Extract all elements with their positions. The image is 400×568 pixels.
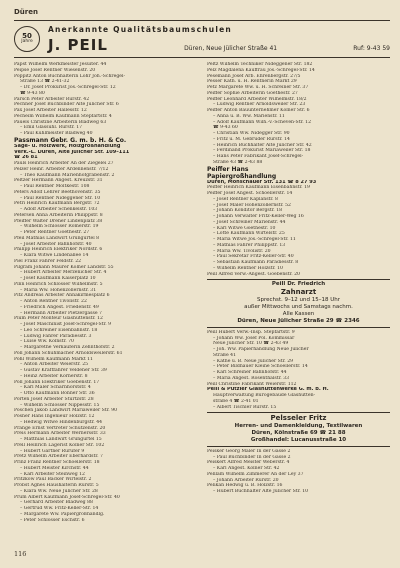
seal-number: 50 — [22, 32, 32, 41]
directory-entry: Piel Franz Fahrer Feldstr. 22 — [14, 258, 82, 264]
directory-entry: – Leo Schreiner Eisenbahnstr. 18 — [20, 327, 98, 333]
directory-entry: Papst Wilhelm Werkmeister Jesuiter. 44 — [14, 62, 107, 67]
directory-entry: – Wilhelm Rentner Holzstr. 10 — [213, 265, 283, 271]
directory-entry: Peill Christine Fabrikant Weierstr. 112 — [207, 381, 297, 387]
directory-entry: – Käthe u. B. Neue Jülicher Str. 29 — [213, 358, 294, 364]
directory-entry: – Peter Rentner Goethestr. 27 — [20, 230, 90, 235]
box-line: Zahnarzt — [280, 288, 317, 297]
directory-entry: Parsch Peter Arbeiter Rurstr. 42 — [14, 96, 90, 102]
directory-entry: – Hans Peter Fabrikant Josef-Schregel- — [213, 154, 304, 159]
directory-entry: Pfeil Mathias Landwirt Grüngürtel 8 — [14, 235, 100, 241]
directory-entry: Pöll Johann Schuhmacher Arnoldsweilerstr. 61 — [14, 350, 123, 356]
directory-entry: Straße 41 — [213, 352, 237, 358]
directory-entry: – Hubert Arbeiter Merzenicher Str. 4 — [20, 270, 107, 276]
directory-entry: – Wilhelm Schlosser Nippesstr. 15 — [20, 402, 100, 408]
directory-entry: Pax Josef Arbeiter Hallesstr. 12 — [14, 108, 87, 113]
directory-entry: Poppitz Anton Buchhalterin Lohr Joh.-Schregel- — [14, 73, 126, 79]
directory-entry: – Adolf Kaufmann Wilh.-v.-Scheven-Str. 12 — [213, 119, 311, 125]
directory-entry: – Johann Ww. Josef Pol. Kommissar — [213, 335, 295, 341]
left-column — [14, 62, 197, 523]
directory-entry: Pelllam Wilhelm Zimmerer An der Ley 37 — [207, 471, 304, 477]
directory-entry: ☎ 9-43 80 — [20, 90, 45, 96]
directory-entry: – Karl Arbeiter Steinweg 12 — [20, 471, 85, 477]
advertiser-address: Düren, Neue Jülicher Straße 41 — [184, 44, 278, 52]
directory-entry: – Johann Konditor Bergstr. 18 — [213, 208, 283, 214]
directory-entry: Straße 43 ☎ 2-43 88 — [213, 159, 263, 165]
box-line: Peill Dr. Friedrich — [271, 281, 326, 288]
directory-entry: Posner Hans Ingenieur Holzstr. 12 — [14, 414, 95, 419]
directory-entry: Pohl Wilhelm Kaufmann Markt 11 — [14, 356, 93, 362]
directory-entry: Petri Heinrich Kaufmann Bergstr. 72 — [14, 201, 100, 207]
directory-entry: Plum Peter Monteur Glashüttenstr. 12 — [14, 316, 103, 322]
directory-entry: – Lotte Kaufmann Wirtelstr. 25 — [213, 231, 285, 237]
directory-entry: Poschen Jakob Landwirt Mariaweiler Str. 90 — [14, 408, 118, 414]
directory-entry: – Theo Kaufmann Marienhofgrabenstr. 2 — [20, 172, 115, 178]
directory-entry: Pauels Christine Arbeiterin Bladweg 63 — [14, 119, 107, 125]
directory-entry: – Paul Rentner Nideggener Str. 10 — [20, 195, 101, 201]
box-line: Alle Kassen — [282, 310, 315, 317]
directory-entry: Peltzer Hermann Angest. Kreuzstr. 31 — [14, 178, 103, 184]
directory-entry: Straße 13 ☎ 2-41-32 — [20, 79, 70, 85]
directory-entry: Peiffer Anton Bauunternehmer Kölner Str. 6 — [207, 108, 310, 113]
directory-entry: – Josef Rentner Kaplanstr. 8 — [213, 196, 278, 202]
directory-entry: – Fritz u. M. Gebrüder Rurstr. 14 — [213, 136, 290, 142]
advertiser-phone: Ruf: 9-43 59 — [353, 44, 390, 52]
directory-entry: Pechner Josef Buchbinder Alte Jülicher Str. 6 — [14, 102, 119, 108]
directory-entry: – Klara Ww. Neue Jülicher Str. 28 — [20, 488, 98, 494]
directory-entry: – Hubert Buchhalter Alte Jülicher Str. 10 — [213, 489, 309, 494]
directory-entry: Pelz Magdalena Kauffrau Jos.-Schregel-Str. 14 — [207, 67, 315, 73]
directory-entry: – Gustav Kraftfahrer Veldener Str. 39 — [20, 368, 107, 373]
directory-entry: – Hedwig Witwe Hindenburgstr. 44 — [20, 419, 103, 425]
directory-entry: Prange Ernst Vertreter Schützenstr. 20 — [14, 425, 106, 431]
directory-entry: – Klara Witwe Lindenallee 14 — [20, 253, 89, 258]
directory-entry: Peters Adolf Lehrer Beethovenstr. 35 — [14, 189, 101, 195]
box-line: Großhandel: Lucanusstraße 10 — [250, 436, 347, 443]
page-number: 116 — [14, 550, 27, 558]
advertiser-name: J. PEIL — [48, 35, 108, 54]
directory-entry: – Josef Schreiner Marienstr. 44 — [213, 219, 286, 225]
directory-entry: – Heinz Arbeiter Körnerstr. 8 — [20, 373, 88, 379]
directory-entry: Pilgram Johann Maurer Kölner Landstr. 55 — [14, 264, 114, 270]
directory-entry: Düren, Monschauer Str. 131 ☎ 8 27 93 — [207, 179, 317, 185]
directory-entry: Pritzkow Paul Bäcker Wirtelstr. 2 — [14, 477, 92, 483]
directory-entry: straße 4 ☎ 2-41 01 — [213, 398, 259, 404]
directory-entry: Pelzer Heinr. Arbeiter Ardennenstr. 7/12 — [14, 166, 109, 172]
directory-entry: – Otto Kaufmann Bonner Str. 36 — [20, 391, 95, 396]
advertisement-line — [48, 36, 390, 54]
directory-entry: – Emil Glassuhl. Rurstr. 17 — [20, 125, 83, 131]
directory-entry: Prinz Franz Rentner Schoellerstr. 18 — [14, 460, 100, 465]
directory-entry: – Maria Witwe Jos.-Schregel-Str. 11 — [213, 237, 296, 242]
directory-entry: – Hubert Meister Kirchstr. 44 — [20, 465, 89, 471]
directory-entry: – Matthias Landwirt Grüngürtel 15 — [20, 437, 102, 442]
directory-entry: Pelikan Hedwig u. B. Holzstr. 16 — [207, 483, 283, 489]
directory-entry: Philipp Heinrich Elektriker Nordstr. 6 — [14, 247, 103, 253]
directory-entry: Pitz Andreas Arbeiter Annakirmesplatz 6 — [14, 293, 110, 299]
directory-entry: Peiffer Sophie Arbeiterin Goethestr. 27 — [207, 90, 298, 96]
directory-entry: – Maria Ww. Tivolistr. 20 — [213, 248, 271, 254]
directory-entry: Peiffer Hans — [207, 165, 249, 173]
directory-entry: – Karl Witwe Goethestr. 10 — [213, 225, 276, 231]
advertisement-body — [48, 25, 390, 54]
directory-entry: Neue Jülicher Str. 10 ☎ 2-43 49 — [213, 341, 289, 347]
directory-entry: – Hubert Gärtner Rurufer 9 — [20, 448, 85, 454]
directory-entry: Peiffer Leonhard Arbeiter Wilhelmstr. 18/2 — [207, 96, 307, 102]
directory-entry: – Ludwig Fahrer Paradiesstr. 3 — [20, 333, 92, 339]
directory-entry: Prell Heinrich Lagerist Kölner Str. 102 — [14, 442, 105, 448]
directory-entry: – Ludwig Rentner Arnoldsweiler Str. 23 — [213, 102, 306, 108]
directory-entry: Pecheim Wilhelm Kaufmann Stepfartstr. 4 — [14, 113, 112, 119]
directory-entry: Peiskert Alfred Meister Weberstr. 4 — [207, 460, 290, 466]
directory-entry: – Margarete Ww. Papiergroßhandlg. — [20, 511, 105, 517]
directory-entry: – Peter Bildhauer Kleine Schoellerstr. 14 — [213, 364, 308, 370]
directory-entry: – Christian Ww. Nidegger Str. 90 — [213, 131, 290, 136]
directory-entry: – Josef Maler Hohenzollernstr. 52 — [213, 202, 291, 208]
directory-entry: – Johann Arbeiter Rurstr. 20 — [213, 477, 279, 483]
directory-entry: Petz Margarete Ww. u. H. Schreiner Str. 37 — [207, 85, 309, 90]
directory-entry: Porten Josef Arbeiter Stürtzstr. 28 — [14, 396, 94, 402]
directory-entry: Hauptverwaltung Bürogebäude Glashütten- — [213, 393, 316, 398]
box-line: Düren, Kölnstraße 69 ☎ 21 88 — [251, 429, 346, 436]
anniversary-seal-icon — [14, 26, 40, 52]
directory-entry: – Johann Verwalter Fritz-Keller-Weg 16 — [213, 214, 304, 219]
directory-entry: Peltz Wilhelm Techniker Nideggener Str. 182 — [207, 62, 313, 67]
directory-entry: – Ferdinand Prokurist Mariaweiler Str. 18 — [213, 148, 311, 154]
right-column — [207, 62, 390, 523]
directory-entry: Pretz Wilhelm Arbeiter Eberhardstr. 7 — [14, 454, 103, 460]
directory-entry: – Anton Rentner Tivolistr. 22 — [20, 299, 87, 304]
directory-entry: – Albert Tischler Rurstr. 15 — [213, 404, 277, 410]
directory-entry: – Paul Rentner Moltkestr. 108 — [20, 184, 90, 189]
directory-entry: – Paul Sekretär Fritz-Keller-Str. 40 — [213, 254, 294, 260]
directory-entry: Peill Alfred Verw.-Angest. Goebenstr. 20 — [207, 271, 300, 277]
directory-entry: Pfeiffer Walter Dreher Lindenplatz 38 — [14, 218, 103, 224]
directory-entry: Prüm Albert Kaufmann Josef-Schregel-Str. 40 — [14, 494, 120, 500]
directory-entry: – Maria Angest. Rosenthalstr. 33 — [213, 375, 290, 381]
directory-entry: Peill Hubert Verw.-Insp. Stepfartstr. 9 — [207, 329, 295, 335]
nursery-advertisement — [14, 20, 390, 58]
directory-entry: Passmann Gebr. G. m. b. H. & Co. — [14, 136, 127, 144]
directory-entry: – Sebastian Kaufmann Paradiesstr. 8 — [213, 260, 299, 265]
directory-entry: Poll Johann Elektriker Goebenstr. 17 — [14, 379, 100, 385]
box-line: Sprechst. 9–12 und 15–18 Uhr — [256, 296, 340, 303]
directory-entry: – Josef Maschinist Josef-Schregel-Str. 9 — [20, 322, 112, 327]
directory-entry: – Adolf Arbeiter Schenkelstr. 103 — [20, 207, 98, 212]
advertisement-tagline: Anerkannte Qualitätsbaumschulen — [48, 24, 232, 34]
directory-entry: Peiffer Josef Angest. Schoellerstr. 14 — [207, 191, 293, 196]
directory-entry: – Anton Arbeiter Weierstr. 25 — [20, 362, 89, 368]
directory-entry: Peisker Georg Maler In der Gasse 2 — [207, 448, 291, 454]
directory-entry: – Anna u. B. Ww. Marienstr. 11 — [213, 113, 285, 119]
box-line: außer Mittwochs und Samstags nachm. — [244, 303, 353, 310]
directory-entry: Peipse Josef Rentner Wiesenstr. 20 — [14, 67, 96, 73]
directory-entry: – Joh. Ww. Papierhandlung Neue Jülicher — [213, 347, 309, 352]
directory-entry: Papiergroßhandlung — [207, 172, 277, 180]
directory-entry: – Margarethe Verkäuferin Zehnthofstr. 2 — [20, 345, 115, 350]
directory-entry: Pesser Kath. u. H. Rentnerin Markt 29 — [207, 79, 297, 85]
box-line: Düren, Neue Jülicher Straße 29 ☎ 2346 — [237, 317, 360, 324]
box-line: Herren- und Damenkleidung, Textilwaren — [234, 422, 363, 429]
directory-entry: ☎ 9-43 60 — [213, 125, 238, 131]
clothing-advertisement — [207, 412, 390, 447]
directory-entry: – Gertrud Ww. Fritz-Keller-Str. 14 — [20, 506, 99, 511]
directory-entry: Petersen Anna Arbeiterin Philippstr. 8 — [14, 212, 103, 218]
dentist-advertisement — [207, 279, 390, 328]
directory-entry: Säge- u. Holzwerk, Holzgroßhandlung — [14, 143, 121, 149]
directory-entry: Peiffer Heinrich Kaufmann Eisenbahnstr. 19 — [207, 185, 310, 191]
directory-entry: – Peter Schlosser Eschstr. 6 — [20, 517, 85, 523]
directory-entry: – Karl Angest. Kölner Str. 42 — [213, 466, 280, 471]
directory-entry: Probst Agnes Haushälterin Rurstr. 5 — [14, 483, 99, 488]
directory-entry: – Heinrich Buchhalter Alte Jülicher Str. 42 — [213, 142, 312, 148]
directory-entry: Preis Hermann Arbeiter Wernersstr. 33 — [14, 431, 106, 437]
directory-entry: – Josef Kaufmann Kaiserplatz 10 — [20, 276, 96, 281]
directory-entry: – Josef Arbeiter Bahnhofstr. 40 — [20, 241, 92, 247]
directory-entry: – Friedrich Angest. Friedenstr. 49 — [20, 304, 99, 310]
directory-entry: ☎ 26 81 — [14, 155, 38, 161]
directory-entry: Pinn Heinrich Schlosser Wilhelmstr. 5 — [14, 281, 103, 287]
directory-entry: Pauls Heinrich Arbeiter An der Ziegelei 27 — [14, 161, 114, 166]
directory-columns — [14, 62, 390, 523]
directory-entry: – Dr. Josef Prokurist Jos.-Schregel-Str. 12 — [20, 85, 116, 90]
directory-entry: – Wilhelm Schlosser Römerstr. 19 — [20, 224, 99, 230]
seal-unit: Jahre — [21, 39, 33, 45]
directory-entry: – Maria Ww. Hohenzollernstr. 31 — [20, 287, 97, 293]
directory-entry: Verk.-L. Düren, Alte Jülicher Str. 109–111 — [14, 149, 130, 155]
directory-entry: Pesemann Josef Arb. Ehrenbergstr. 27/5 — [207, 73, 301, 79]
box-line: Pelsseler Fritz — [270, 414, 327, 423]
directory-entry: – Paul Kühlmeister Bladweg 40 — [20, 131, 93, 136]
directory-entry: – Hermann Arbeiter Pletzergasse 7 — [20, 310, 102, 316]
directory-entry: – Luise Ww. Kölnstr. 70 — [20, 339, 74, 345]
directory-entry: – Gerhard Arbeiter Bladweg 88 — [20, 500, 93, 506]
directory-entry: Peill & Putzler Glashüttenwerke G. m. b. H. — [207, 387, 329, 393]
directory-entry: – Mathias Fahrer Philippstr. 13 — [213, 242, 286, 248]
directory-entry: – Paul Buchbinder In der Gasse 2 — [213, 454, 291, 460]
directory-entry: – Karl Schreiner Bahnhofstr. 44 — [213, 370, 287, 375]
directory-entry: – Karl Maler Scharnhorststr. 4 — [20, 385, 91, 391]
running-head: Düren — [14, 8, 38, 16]
